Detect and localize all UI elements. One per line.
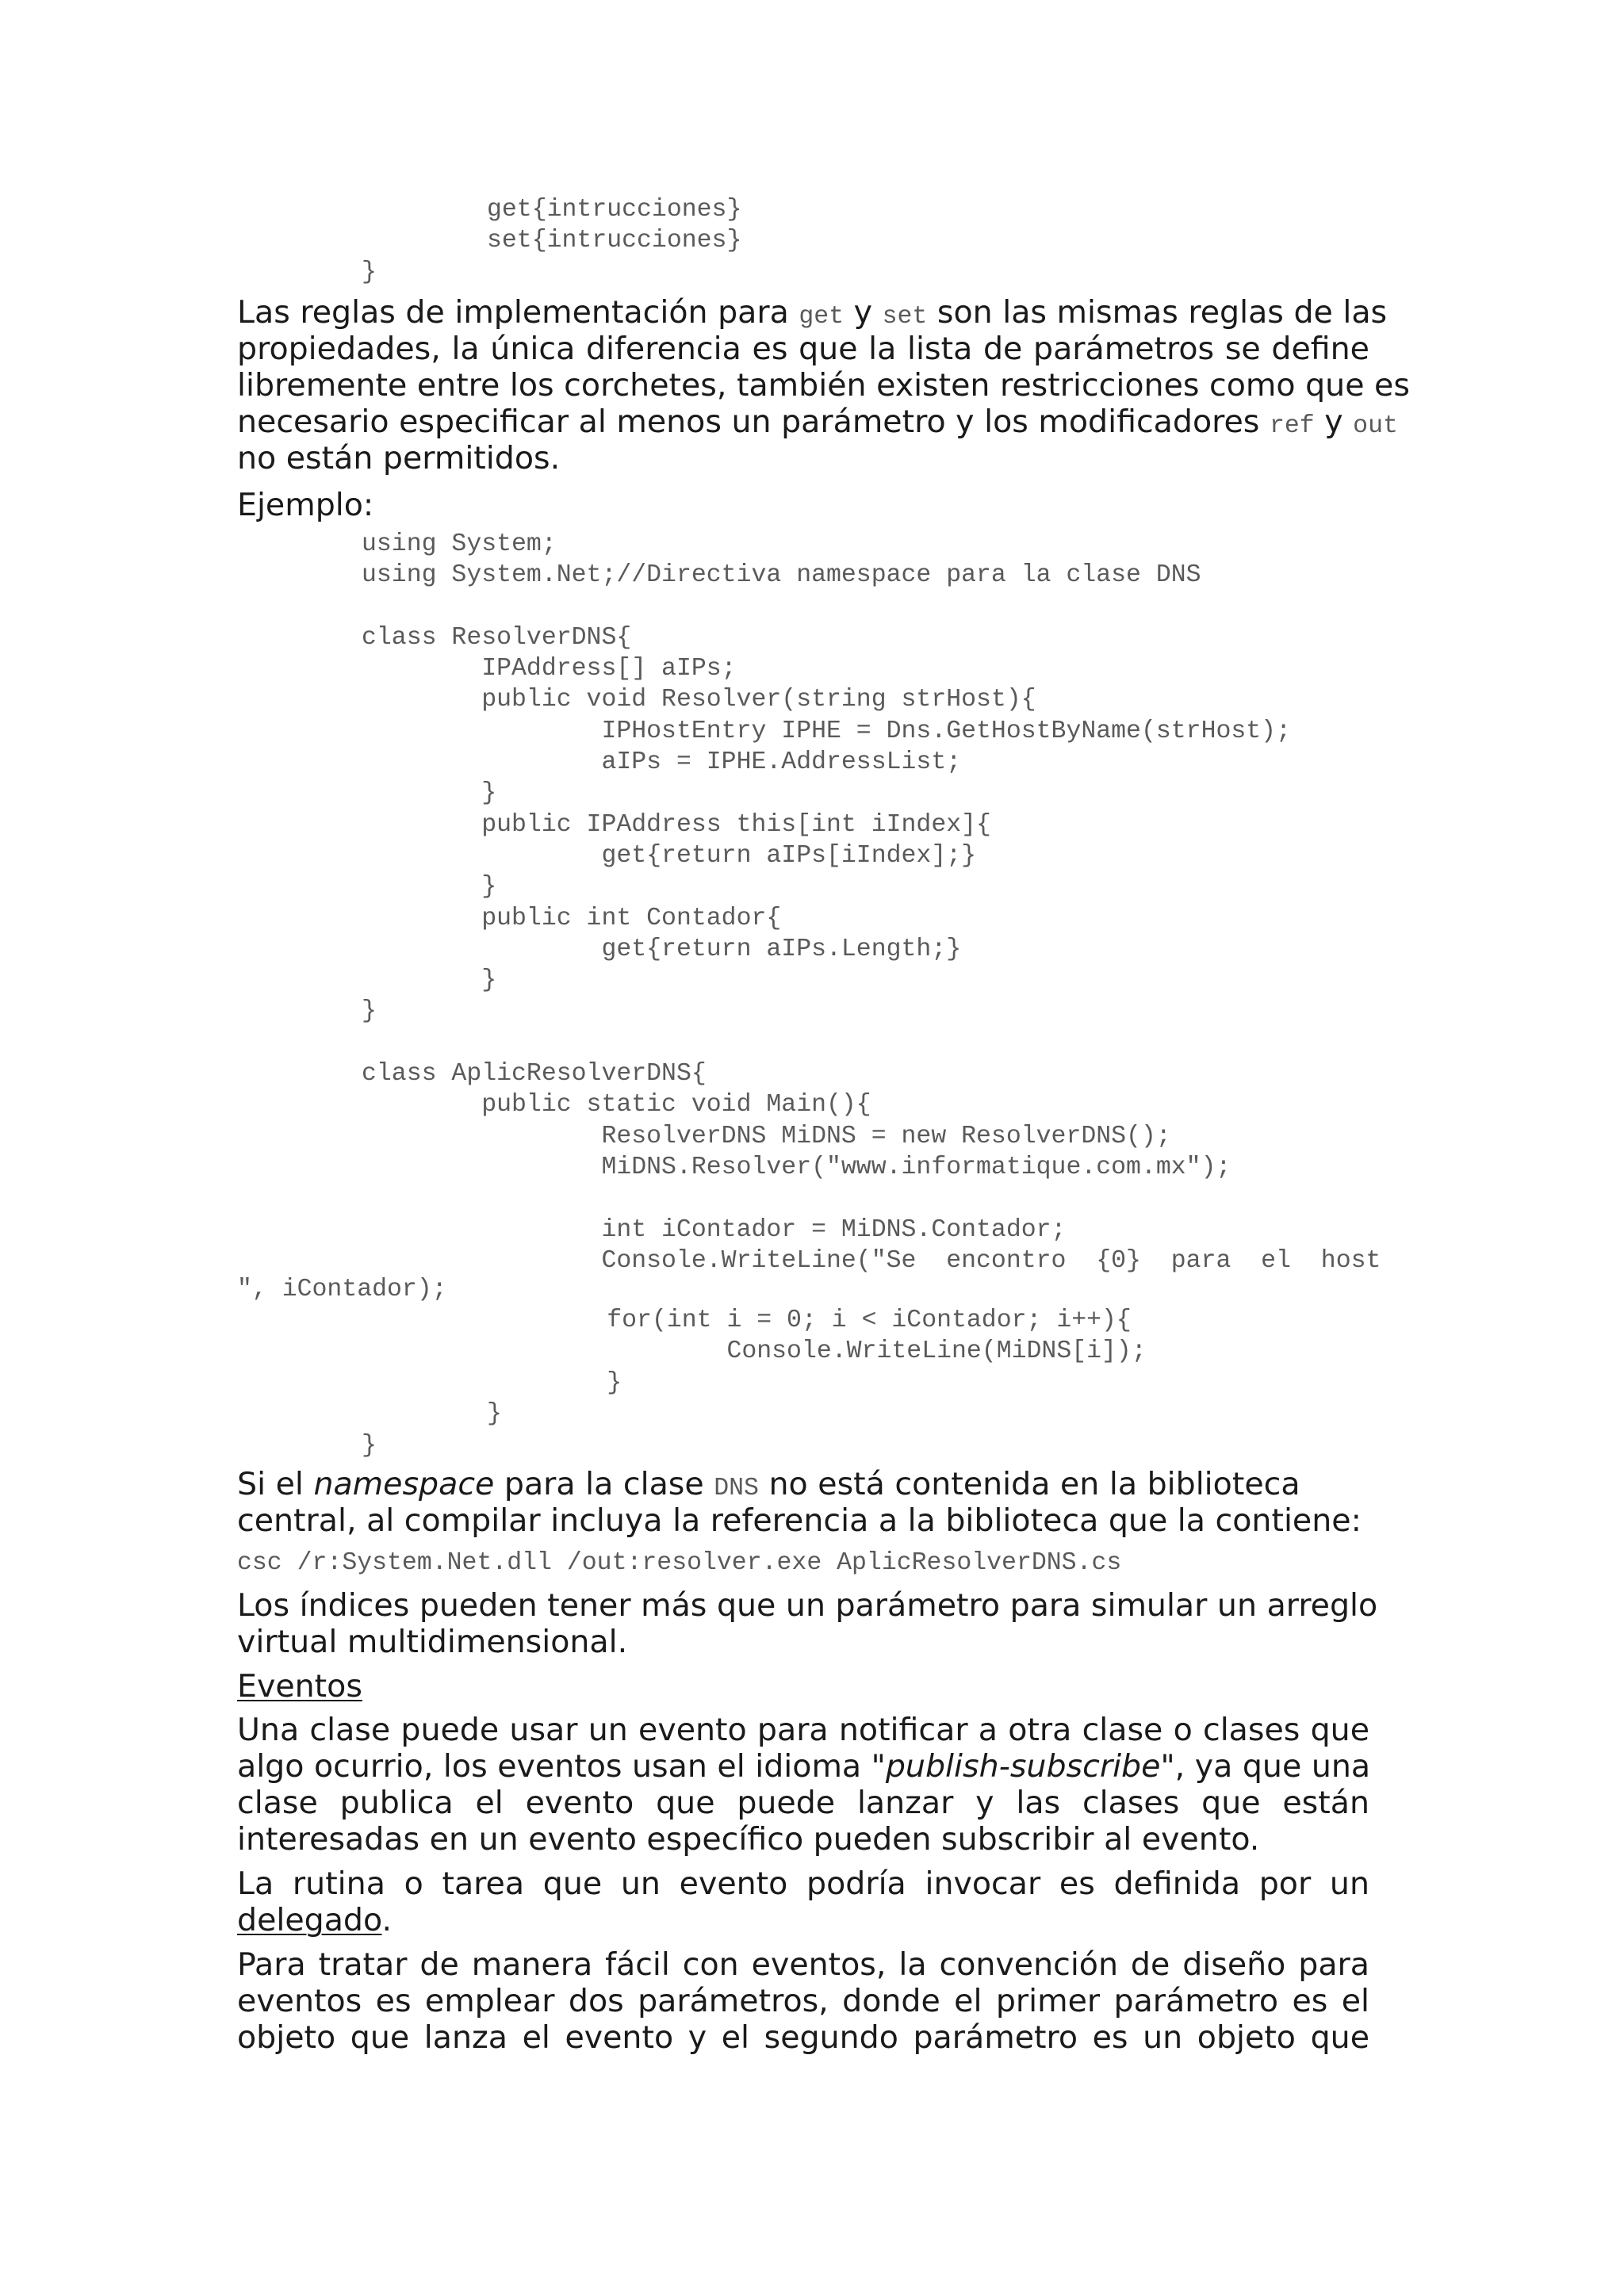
text-line: interesadas en un evento específico pueden subscribir al evento.	[237, 1821, 1260, 1858]
text-line: libremente entre los corchetes, también existen restricciones como que es	[237, 367, 1410, 404]
text-line: no están permitidos.	[237, 440, 561, 476]
inline-code-set: set	[882, 303, 928, 331]
code-block-example-end: for(int i = 0; i < iContador; i++){ Console.WriteLine(MiDNS[i]); } }	[487, 1307, 1147, 1428]
text-line: algo ocurrio, los eventos usan el idioma "publish-subscribe", ya que una	[237, 1748, 1371, 1785]
text-line: delegado.	[237, 1902, 393, 1938]
emphasis-publish-subscribe: publish-subscribe	[885, 1748, 1161, 1785]
text-line: central, al compilar incluya la referencia a la biblioteca que la contiene:	[237, 1502, 1362, 1539]
inline-code-out: out	[1353, 412, 1398, 440]
text-line: eventos es emplear dos parámetros, donde el primer parámetro es el	[237, 1983, 1369, 2019]
text-line: propiedades, la única diferencia es que la lista de parámetros se define	[237, 331, 1369, 367]
section-heading-eventos: Eventos	[237, 1668, 362, 1705]
text-line: Las reglas de implementación para get y set son las mismas reglas de las	[237, 294, 1388, 331]
inline-code-get: get	[799, 303, 845, 331]
text-line: objeto que lanza el evento y el segundo parámetro es un objeto que	[237, 2019, 1369, 2056]
code-block-accessors: get{intrucciones} set{intrucciones}	[487, 196, 742, 255]
text-line: Para tratar de manera fácil con eventos, la convención de diseño para	[237, 1946, 1369, 1983]
ejemplo-label: Ejemplo:	[237, 487, 374, 523]
text-line: virtual multidimensional.	[237, 1624, 628, 1660]
text-line: Una clase puede usar un evento para notificar a otra clase o clases que	[237, 1712, 1369, 1748]
text-line: La rutina o tarea que un evento podría invocar es definida por un	[237, 1866, 1369, 1902]
code-wrapped-line: ", iContador);	[237, 1276, 447, 1303]
emphasis-namespace: namespace	[313, 1466, 495, 1502]
inline-code-ref: ref	[1269, 412, 1315, 440]
code-closing-brace: }	[362, 1432, 377, 1460]
code-compile-command: csc /r:System.Net.dll /out:resolver.exe AplicResolverDNS.cs	[237, 1549, 1122, 1577]
text-line: Los índices pueden tener más que un parámetro para simular un arreglo	[237, 1587, 1378, 1624]
text-line: clase publica el evento que puede lanzar y las clases que están	[237, 1785, 1369, 1821]
code-block-example: using System; using System.Net;//Directiva namespace para la clase DNS class ResolverDNS{ IPAddress[] aIPs; public void Resolver(string strHost){ IPHostEntry IPHE = Dns.GetHostByName(strHost); aIPs = IPHE.AddressList; } public IPAddress this[int iIndex]{ get{return aIPs[iIndex];} } public int Contador{ get{return aIPs.Length;} } } class AplicResolverDNS{ public static void Main(){ ResolverDNS MiDNS = new ResolverDNS(); MiDNS.Resolver("www.informatique.com.mx"); int iContador = MiDNS.Contador; Console.WriteLine("Se encontro {0} para el host	[362, 530, 1381, 1275]
inline-code-dns: DNS	[714, 1475, 759, 1502]
link-delegado[interactable]: delegado	[237, 1902, 382, 1938]
text-line: Si el namespace para la clase DNS no está contenida en la biblioteca	[237, 1466, 1300, 1502]
code-closing-brace: }	[362, 258, 377, 286]
text-line: necesario especificar al menos un parámetro y los modificadores ref y out	[237, 404, 1398, 440]
